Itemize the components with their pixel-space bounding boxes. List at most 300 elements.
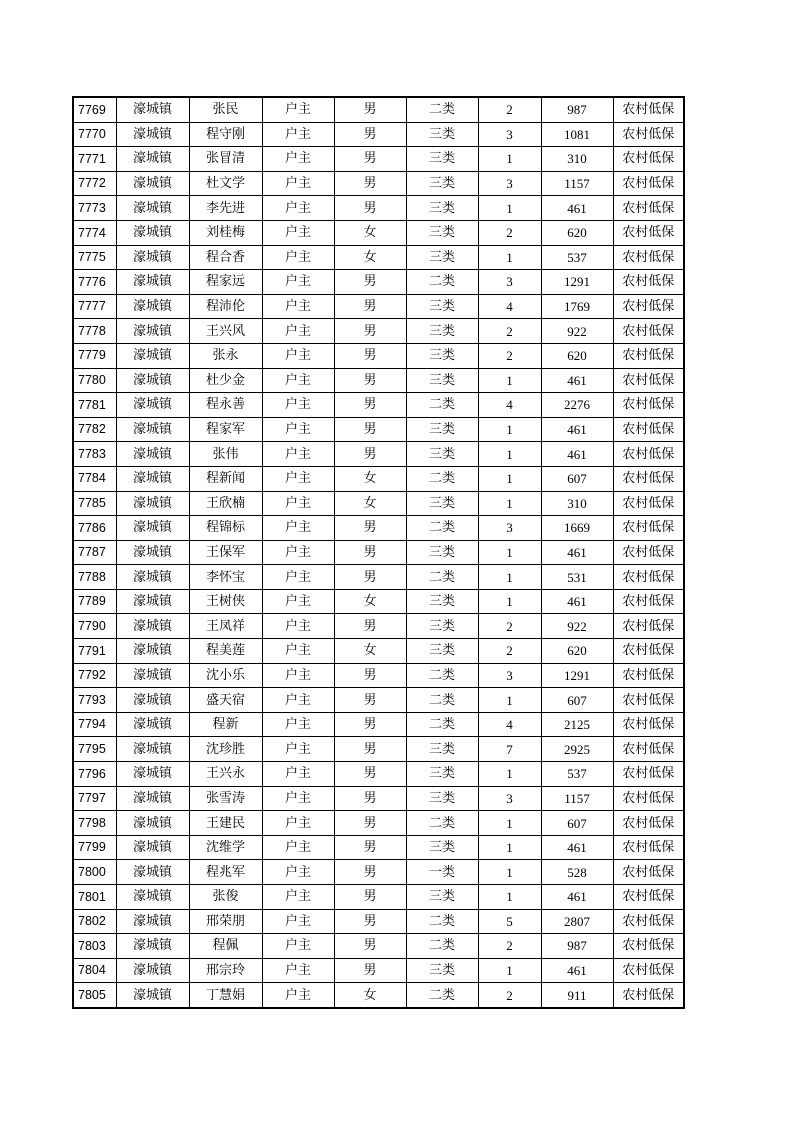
cell-category: 二类 xyxy=(406,97,478,122)
cell-town: 濠城镇 xyxy=(116,122,189,147)
cell-town: 濠城镇 xyxy=(116,565,189,590)
cell-name: 程永善 xyxy=(189,393,262,418)
cell-amount: 620 xyxy=(541,343,613,368)
cell-amount: 461 xyxy=(541,958,613,983)
cell-gender: 男 xyxy=(334,196,406,221)
cell-amount: 461 xyxy=(541,417,613,442)
cell-amount: 310 xyxy=(541,147,613,172)
table-row xyxy=(73,516,684,541)
cell-name: 程佩 xyxy=(189,934,262,959)
cell-household-size: 3 xyxy=(478,663,541,688)
cell-relationship: 户主 xyxy=(262,393,334,418)
cell-aid-type: 农村低保 xyxy=(613,983,684,1008)
cell-aid-type: 农村低保 xyxy=(613,786,684,811)
cell-gender: 男 xyxy=(334,516,406,541)
table-row xyxy=(73,270,684,295)
cell-gender: 女 xyxy=(334,983,406,1008)
cell-town: 濠城镇 xyxy=(116,294,189,319)
cell-name: 张冒清 xyxy=(189,147,262,172)
cell-amount: 461 xyxy=(541,835,613,860)
cell-aid-type: 农村低保 xyxy=(613,737,684,762)
table-row xyxy=(73,417,684,442)
cell-aid-type: 农村低保 xyxy=(613,835,684,860)
cell-relationship: 户主 xyxy=(262,270,334,295)
table-row xyxy=(73,466,684,491)
cell-gender: 男 xyxy=(334,737,406,762)
cell-relationship: 户主 xyxy=(262,294,334,319)
table-row xyxy=(73,442,684,467)
cell-category: 二类 xyxy=(406,516,478,541)
cell-category: 二类 xyxy=(406,811,478,836)
cell-relationship: 户主 xyxy=(262,811,334,836)
cell-aid-type: 农村低保 xyxy=(613,417,684,442)
cell-category: 二类 xyxy=(406,983,478,1008)
cell-name: 张伟 xyxy=(189,442,262,467)
cell-gender: 男 xyxy=(334,885,406,910)
table-row xyxy=(73,934,684,959)
cell-gender: 女 xyxy=(334,589,406,614)
cell-row-number: 7797 xyxy=(73,786,116,811)
cell-town: 濠城镇 xyxy=(116,220,189,245)
cell-amount: 607 xyxy=(541,688,613,713)
cell-gender: 男 xyxy=(334,343,406,368)
cell-relationship: 户主 xyxy=(262,639,334,664)
cell-category: 三类 xyxy=(406,540,478,565)
cell-aid-type: 农村低保 xyxy=(613,491,684,516)
cell-household-size: 1 xyxy=(478,885,541,910)
cell-town: 濠城镇 xyxy=(116,393,189,418)
cell-name: 程兆军 xyxy=(189,860,262,885)
cell-name: 李先进 xyxy=(189,196,262,221)
cell-category: 三类 xyxy=(406,343,478,368)
cell-gender: 男 xyxy=(334,786,406,811)
cell-gender: 男 xyxy=(334,835,406,860)
table-row xyxy=(73,196,684,221)
table-row xyxy=(73,639,684,664)
cell-aid-type: 农村低保 xyxy=(613,171,684,196)
cell-relationship: 户主 xyxy=(262,737,334,762)
cell-row-number: 7778 xyxy=(73,319,116,344)
cell-category: 三类 xyxy=(406,368,478,393)
cell-amount: 461 xyxy=(541,589,613,614)
cell-gender: 男 xyxy=(334,294,406,319)
cell-household-size: 1 xyxy=(478,958,541,983)
cell-town: 濠城镇 xyxy=(116,245,189,270)
cell-gender: 男 xyxy=(334,688,406,713)
cell-household-size: 1 xyxy=(478,491,541,516)
cell-amount: 2807 xyxy=(541,909,613,934)
cell-aid-type: 农村低保 xyxy=(613,712,684,737)
cell-amount: 537 xyxy=(541,762,613,787)
cell-amount: 2276 xyxy=(541,393,613,418)
cell-household-size: 1 xyxy=(478,688,541,713)
cell-town: 濠城镇 xyxy=(116,466,189,491)
cell-town: 濠城镇 xyxy=(116,97,189,122)
table-row xyxy=(73,393,684,418)
cell-town: 濠城镇 xyxy=(116,688,189,713)
cell-row-number: 7786 xyxy=(73,516,116,541)
cell-name: 邢宗玲 xyxy=(189,958,262,983)
cell-row-number: 7785 xyxy=(73,491,116,516)
cell-town: 濠城镇 xyxy=(116,737,189,762)
cell-aid-type: 农村低保 xyxy=(613,393,684,418)
cell-town: 濠城镇 xyxy=(116,860,189,885)
cell-aid-type: 农村低保 xyxy=(613,466,684,491)
cell-town: 濠城镇 xyxy=(116,762,189,787)
cell-row-number: 7802 xyxy=(73,909,116,934)
cell-row-number: 7775 xyxy=(73,245,116,270)
cell-category: 二类 xyxy=(406,565,478,590)
cell-relationship: 户主 xyxy=(262,688,334,713)
cell-household-size: 1 xyxy=(478,589,541,614)
cell-name: 程美莲 xyxy=(189,639,262,664)
cell-row-number: 7772 xyxy=(73,171,116,196)
cell-row-number: 7804 xyxy=(73,958,116,983)
cell-name: 王欣楠 xyxy=(189,491,262,516)
cell-household-size: 7 xyxy=(478,737,541,762)
cell-amount: 2125 xyxy=(541,712,613,737)
cell-relationship: 户主 xyxy=(262,614,334,639)
roster-table-body xyxy=(73,97,684,1008)
cell-category: 二类 xyxy=(406,688,478,713)
cell-relationship: 户主 xyxy=(262,319,334,344)
cell-amount: 987 xyxy=(541,934,613,959)
cell-aid-type: 农村低保 xyxy=(613,639,684,664)
cell-category: 三类 xyxy=(406,245,478,270)
cell-amount: 607 xyxy=(541,811,613,836)
cell-town: 濠城镇 xyxy=(116,835,189,860)
cell-row-number: 7789 xyxy=(73,589,116,614)
table-row xyxy=(73,688,684,713)
cell-amount: 2925 xyxy=(541,737,613,762)
cell-relationship: 户主 xyxy=(262,958,334,983)
cell-category: 三类 xyxy=(406,196,478,221)
cell-relationship: 户主 xyxy=(262,934,334,959)
cell-row-number: 7783 xyxy=(73,442,116,467)
cell-amount: 528 xyxy=(541,860,613,885)
cell-relationship: 户主 xyxy=(262,368,334,393)
cell-amount: 461 xyxy=(541,540,613,565)
cell-category: 三类 xyxy=(406,442,478,467)
cell-household-size: 2 xyxy=(478,343,541,368)
cell-household-size: 2 xyxy=(478,614,541,639)
cell-relationship: 户主 xyxy=(262,491,334,516)
cell-relationship: 户主 xyxy=(262,343,334,368)
cell-household-size: 3 xyxy=(478,516,541,541)
cell-town: 濠城镇 xyxy=(116,589,189,614)
table-row xyxy=(73,171,684,196)
table-row xyxy=(73,147,684,172)
cell-gender: 男 xyxy=(334,614,406,639)
table-row xyxy=(73,220,684,245)
cell-household-size: 3 xyxy=(478,270,541,295)
cell-gender: 男 xyxy=(334,811,406,836)
cell-amount: 987 xyxy=(541,97,613,122)
cell-aid-type: 农村低保 xyxy=(613,516,684,541)
cell-aid-type: 农村低保 xyxy=(613,811,684,836)
cell-gender: 女 xyxy=(334,466,406,491)
cell-town: 濠城镇 xyxy=(116,442,189,467)
cell-town: 濠城镇 xyxy=(116,171,189,196)
cell-amount: 531 xyxy=(541,565,613,590)
table-row xyxy=(73,860,684,885)
cell-aid-type: 农村低保 xyxy=(613,343,684,368)
cell-name: 王树侠 xyxy=(189,589,262,614)
cell-relationship: 户主 xyxy=(262,540,334,565)
cell-relationship: 户主 xyxy=(262,589,334,614)
table-row xyxy=(73,122,684,147)
cell-town: 濠城镇 xyxy=(116,270,189,295)
cell-household-size: 1 xyxy=(478,196,541,221)
cell-aid-type: 农村低保 xyxy=(613,540,684,565)
cell-relationship: 户主 xyxy=(262,835,334,860)
cell-row-number: 7796 xyxy=(73,762,116,787)
cell-household-size: 1 xyxy=(478,762,541,787)
cell-town: 濠城镇 xyxy=(116,885,189,910)
cell-row-number: 7781 xyxy=(73,393,116,418)
cell-category: 三类 xyxy=(406,835,478,860)
cell-relationship: 户主 xyxy=(262,762,334,787)
cell-aid-type: 农村低保 xyxy=(613,885,684,910)
cell-amount: 461 xyxy=(541,196,613,221)
cell-relationship: 户主 xyxy=(262,417,334,442)
table-row xyxy=(73,319,684,344)
cell-gender: 男 xyxy=(334,663,406,688)
cell-gender: 男 xyxy=(334,97,406,122)
cell-amount: 1291 xyxy=(541,663,613,688)
cell-category: 一类 xyxy=(406,860,478,885)
cell-category: 三类 xyxy=(406,958,478,983)
cell-amount: 1081 xyxy=(541,122,613,147)
cell-relationship: 户主 xyxy=(262,122,334,147)
cell-amount: 1157 xyxy=(541,171,613,196)
table-row xyxy=(73,811,684,836)
cell-amount: 620 xyxy=(541,639,613,664)
cell-amount: 537 xyxy=(541,245,613,270)
cell-name: 张民 xyxy=(189,97,262,122)
cell-amount: 1769 xyxy=(541,294,613,319)
cell-town: 濠城镇 xyxy=(116,983,189,1008)
cell-household-size: 3 xyxy=(478,122,541,147)
cell-aid-type: 农村低保 xyxy=(613,663,684,688)
cell-category: 二类 xyxy=(406,712,478,737)
cell-relationship: 户主 xyxy=(262,220,334,245)
table-row xyxy=(73,343,684,368)
cell-category: 三类 xyxy=(406,319,478,344)
table-row xyxy=(73,958,684,983)
cell-amount: 911 xyxy=(541,983,613,1008)
cell-category: 二类 xyxy=(406,663,478,688)
cell-amount: 1291 xyxy=(541,270,613,295)
cell-relationship: 户主 xyxy=(262,97,334,122)
table-row xyxy=(73,97,684,122)
cell-row-number: 7800 xyxy=(73,860,116,885)
cell-aid-type: 农村低保 xyxy=(613,368,684,393)
cell-relationship: 户主 xyxy=(262,786,334,811)
cell-relationship: 户主 xyxy=(262,983,334,1008)
cell-aid-type: 农村低保 xyxy=(613,614,684,639)
cell-row-number: 7770 xyxy=(73,122,116,147)
cell-category: 三类 xyxy=(406,589,478,614)
table-row xyxy=(73,589,684,614)
cell-row-number: 7782 xyxy=(73,417,116,442)
cell-household-size: 4 xyxy=(478,294,541,319)
cell-name: 程锦标 xyxy=(189,516,262,541)
cell-amount: 461 xyxy=(541,368,613,393)
table-row xyxy=(73,540,684,565)
cell-household-size: 1 xyxy=(478,417,541,442)
cell-household-size: 2 xyxy=(478,983,541,1008)
cell-relationship: 户主 xyxy=(262,885,334,910)
cell-town: 濠城镇 xyxy=(116,319,189,344)
cell-row-number: 7776 xyxy=(73,270,116,295)
cell-category: 三类 xyxy=(406,220,478,245)
cell-household-size: 5 xyxy=(478,909,541,934)
cell-row-number: 7790 xyxy=(73,614,116,639)
cell-category: 三类 xyxy=(406,885,478,910)
cell-relationship: 户主 xyxy=(262,565,334,590)
cell-gender: 男 xyxy=(334,368,406,393)
table-row xyxy=(73,491,684,516)
cell-town: 濠城镇 xyxy=(116,417,189,442)
cell-relationship: 户主 xyxy=(262,516,334,541)
cell-town: 濠城镇 xyxy=(116,491,189,516)
cell-row-number: 7784 xyxy=(73,466,116,491)
cell-name: 杜少金 xyxy=(189,368,262,393)
cell-category: 二类 xyxy=(406,909,478,934)
cell-gender: 男 xyxy=(334,540,406,565)
table-row xyxy=(73,737,684,762)
cell-town: 濠城镇 xyxy=(116,909,189,934)
cell-relationship: 户主 xyxy=(262,663,334,688)
cell-name: 刘桂梅 xyxy=(189,220,262,245)
cell-category: 三类 xyxy=(406,147,478,172)
cell-name: 程新闻 xyxy=(189,466,262,491)
cell-aid-type: 农村低保 xyxy=(613,147,684,172)
cell-gender: 男 xyxy=(334,319,406,344)
cell-row-number: 7769 xyxy=(73,97,116,122)
cell-aid-type: 农村低保 xyxy=(613,589,684,614)
cell-gender: 男 xyxy=(334,442,406,467)
table-row xyxy=(73,368,684,393)
cell-gender: 女 xyxy=(334,245,406,270)
cell-row-number: 7787 xyxy=(73,540,116,565)
cell-aid-type: 农村低保 xyxy=(613,122,684,147)
cell-amount: 461 xyxy=(541,885,613,910)
cell-aid-type: 农村低保 xyxy=(613,270,684,295)
cell-amount: 461 xyxy=(541,442,613,467)
cell-aid-type: 农村低保 xyxy=(613,762,684,787)
cell-household-size: 2 xyxy=(478,934,541,959)
cell-row-number: 7773 xyxy=(73,196,116,221)
cell-name: 程家远 xyxy=(189,270,262,295)
cell-relationship: 户主 xyxy=(262,466,334,491)
cell-row-number: 7795 xyxy=(73,737,116,762)
cell-aid-type: 农村低保 xyxy=(613,196,684,221)
cell-row-number: 7792 xyxy=(73,663,116,688)
cell-name: 沈珍胜 xyxy=(189,737,262,762)
cell-gender: 女 xyxy=(334,491,406,516)
cell-relationship: 户主 xyxy=(262,860,334,885)
cell-row-number: 7771 xyxy=(73,147,116,172)
cell-gender: 男 xyxy=(334,122,406,147)
cell-category: 三类 xyxy=(406,786,478,811)
cell-name: 杜文学 xyxy=(189,171,262,196)
cell-category: 三类 xyxy=(406,737,478,762)
cell-name: 盛天宿 xyxy=(189,688,262,713)
cell-town: 濠城镇 xyxy=(116,516,189,541)
table-row xyxy=(73,983,684,1008)
table-row xyxy=(73,885,684,910)
cell-gender: 男 xyxy=(334,565,406,590)
cell-town: 濠城镇 xyxy=(116,368,189,393)
cell-amount: 922 xyxy=(541,614,613,639)
table-row xyxy=(73,712,684,737)
cell-household-size: 4 xyxy=(478,393,541,418)
cell-town: 濠城镇 xyxy=(116,786,189,811)
cell-name: 王建民 xyxy=(189,811,262,836)
cell-household-size: 2 xyxy=(478,319,541,344)
cell-row-number: 7779 xyxy=(73,343,116,368)
cell-row-number: 7805 xyxy=(73,983,116,1008)
cell-household-size: 2 xyxy=(478,97,541,122)
cell-gender: 男 xyxy=(334,712,406,737)
cell-category: 三类 xyxy=(406,639,478,664)
cell-gender: 男 xyxy=(334,147,406,172)
cell-gender: 男 xyxy=(334,762,406,787)
table-row xyxy=(73,786,684,811)
cell-aid-type: 农村低保 xyxy=(613,860,684,885)
cell-row-number: 7774 xyxy=(73,220,116,245)
cell-row-number: 7794 xyxy=(73,712,116,737)
cell-amount: 1157 xyxy=(541,786,613,811)
cell-category: 三类 xyxy=(406,294,478,319)
cell-row-number: 7803 xyxy=(73,934,116,959)
cell-name: 程合香 xyxy=(189,245,262,270)
cell-row-number: 7780 xyxy=(73,368,116,393)
cell-aid-type: 农村低保 xyxy=(613,442,684,467)
cell-gender: 男 xyxy=(334,934,406,959)
cell-household-size: 1 xyxy=(478,147,541,172)
cell-gender: 男 xyxy=(334,417,406,442)
cell-category: 二类 xyxy=(406,934,478,959)
cell-name: 张俊 xyxy=(189,885,262,910)
roster-table xyxy=(72,96,685,1009)
cell-gender: 男 xyxy=(334,958,406,983)
cell-relationship: 户主 xyxy=(262,196,334,221)
cell-relationship: 户主 xyxy=(262,909,334,934)
cell-name: 沈小乐 xyxy=(189,663,262,688)
cell-row-number: 7793 xyxy=(73,688,116,713)
cell-gender: 女 xyxy=(334,220,406,245)
cell-name: 程家军 xyxy=(189,417,262,442)
cell-gender: 男 xyxy=(334,171,406,196)
cell-gender: 男 xyxy=(334,909,406,934)
cell-name: 王保军 xyxy=(189,540,262,565)
cell-name: 程沛伦 xyxy=(189,294,262,319)
table-row xyxy=(73,614,684,639)
table-row xyxy=(73,835,684,860)
cell-name: 程守刚 xyxy=(189,122,262,147)
cell-town: 濠城镇 xyxy=(116,663,189,688)
cell-town: 濠城镇 xyxy=(116,147,189,172)
table-row xyxy=(73,909,684,934)
table-row xyxy=(73,565,684,590)
cell-town: 濠城镇 xyxy=(116,958,189,983)
cell-household-size: 1 xyxy=(478,540,541,565)
cell-row-number: 7799 xyxy=(73,835,116,860)
cell-amount: 620 xyxy=(541,220,613,245)
